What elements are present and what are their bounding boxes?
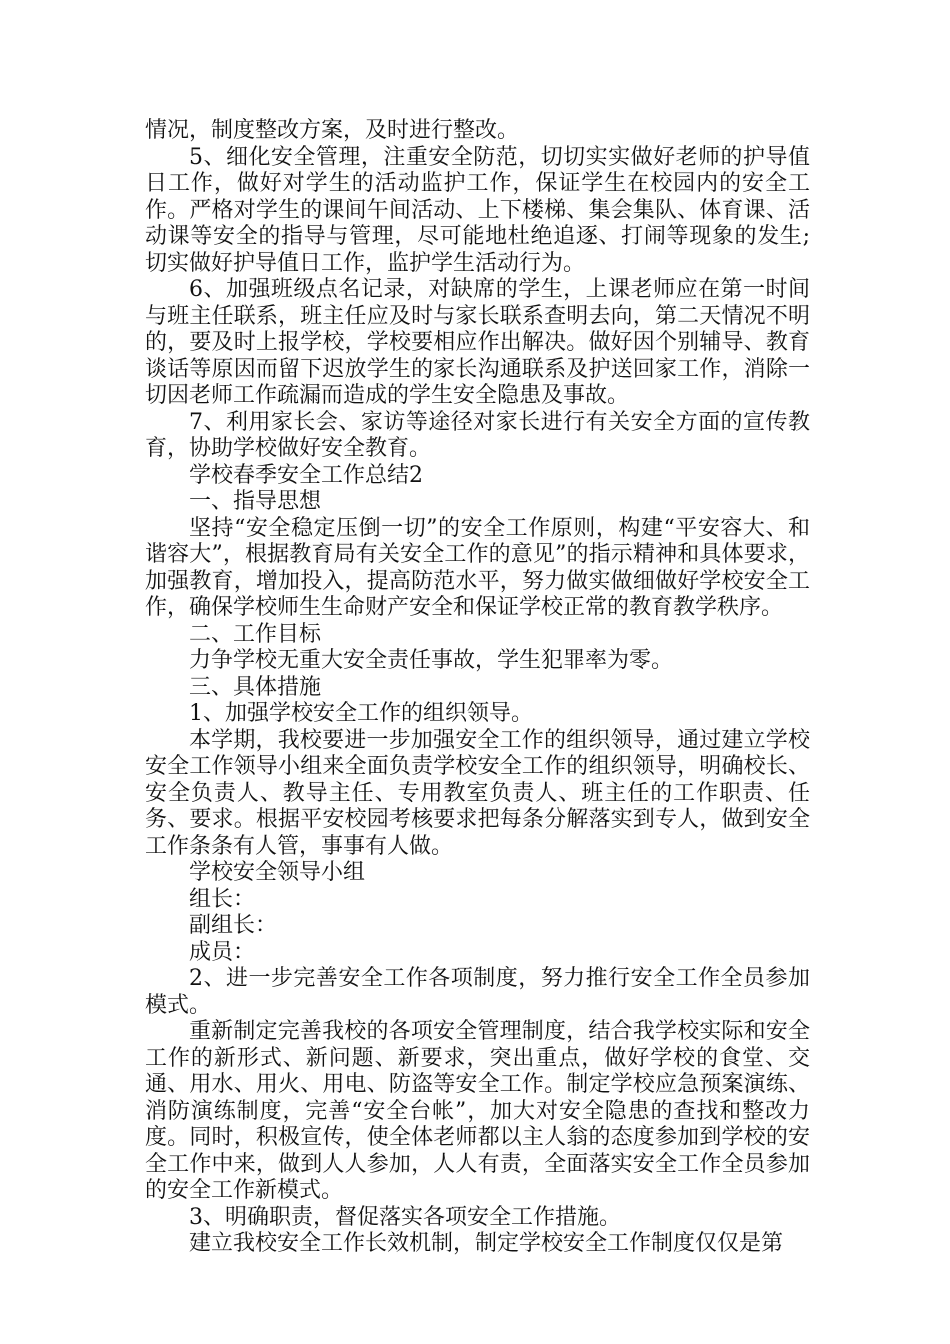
paragraph-continuation: 情况，制度整改方案，及时进行整改。 [145,118,520,143]
heading-guiding-ideology: 一、指导思想 [189,489,322,514]
label-leadership-group: 学校安全领导小组 [189,860,366,885]
heading-work-goals: 二、工作目标 [189,621,322,647]
paragraph-work-goals: 力争学校无重大安全责任事故，学生犯罪率为零。 [189,648,674,673]
heading-specific-measures: 三、具体措施 [189,674,322,700]
paragraph-item-6: 6、加强班级点名记录，对缺席的学生，上课老师应在第一时间与班主任联系，班主任应及时与家长联系查明去向，第二天情况不明的，要及时上报学校，学校要相应作出解决。做好因个别辅导、教育谈话等原因而留下迟放学生的家长沟通联系及护送回家工作，消除一切因老师工作疏漏而造成的学生安全隐患及事故。 [145,277,810,408]
subheading-measure-2: 2、进一步完善安全工作各项制度，努力推行安全工作全员参加模式。 [145,966,810,1018]
subheading-measure-3: 3、明确职责，督促落实各项安全工作措施。 [189,1204,621,1230]
document-body [145,118,810,1258]
paragraph-item-5: 5、细化安全管理，注重安全防范，切切实实做好老师的护导值日工作，做好对学生的活动监护工作，保证学生在校园内的安全工作。严格对学生的课间午间活动、上下楼梯、集会集队、体育课、活动课等安全的指导与管理，尽可能地杜绝追逐、打闹等现象的发生;切实做好护导值日工作，监护学生活动行为。 [145,144,810,276]
label-group-leader: 组长： [189,886,256,912]
paragraph-measure-2: 重新制定完善我校的各项安全管理制度，结合我学校实际和安全工作的新形式、新问题、新要求，突出重点，做好学校的食堂、交通、用水、用火、用电、防盗等安全工作。制定学校应急预案演练、消防演练制度，完善“安全台帐”，加大对安全隐患的查找和整改力度。同时，积极宣传，使全体老师都以主人翁的态度参加到学校的安全工作中来，做到人人参加，人人有责，全面落实安全工作全员参加的安全工作新模式。 [145,1019,810,1203]
paragraph-guiding-ideology: 坚持“安全稳定压倒一切”的安全工作原则，构建“平安容大、和谐容大”，根据教育局有关安全工作的意见”的指示精神和具体要求，加强教育，增加投入，提高防范水平，努力做实做细做好学校安全工作，确保学校师生生命财产安全和保证学校正常的教育教学秩序。 [145,515,810,620]
paragraph-measure-3: 建立我校安全工作长效机制，制定学校安全工作制度仅仅是第 [189,1231,784,1256]
paragraph-measure-1: 本学期，我校要进一步加强安全工作的组织领导，通过建立学校安全工作领导小组来全面负责学校安全工作的组织领导，明确校长、安全负责人、教导主任、专用教室负责人、班主任的工作职责、任务、要求。根据平安校园考核要求把每条分解落实到专人，做到安全工作条条有人管，事事有人做。 [145,727,810,859]
label-members: 成员： [189,939,256,965]
section-title: 学校春季安全工作总结2 [189,462,423,488]
subheading-measure-1: 1、加强学校安全工作的组织领导。 [189,701,533,726]
label-deputy-leader: 副组长： [189,913,278,938]
paragraph-item-7: 7、利用家长会、家访等途径对家长进行有关安全方面的宣传教育，协助学校做好安全教育。 [145,409,810,461]
